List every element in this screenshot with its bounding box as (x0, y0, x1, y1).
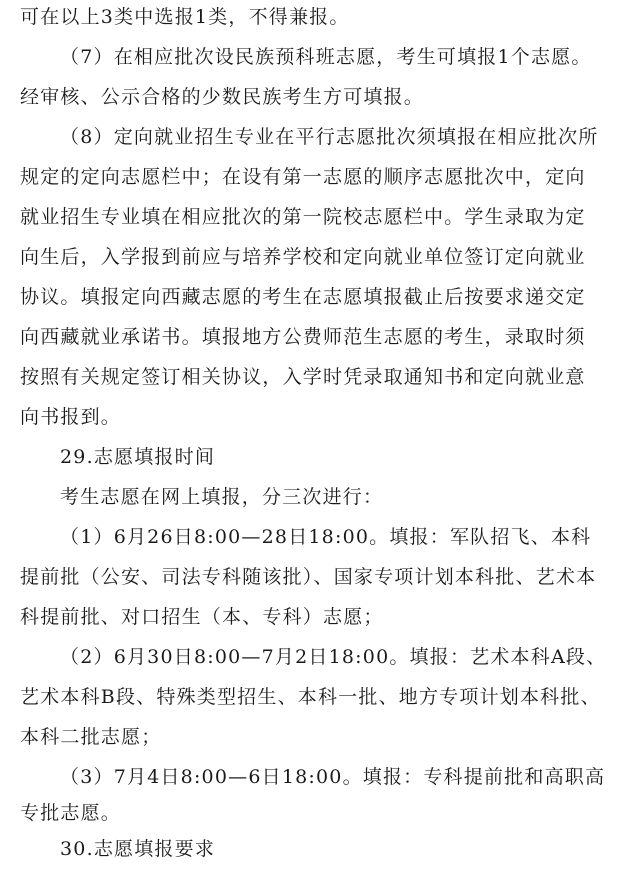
text-line: （1）6月26日8:00—28日18:00。填报：军队招飞、本科 (60, 526, 592, 548)
text-line: 科提前批、对口招生（本、专科）志愿； (20, 606, 384, 628)
section-heading: 29.志愿填报时间 (60, 446, 216, 468)
text-line: （2）6月30日8:00—7月2日18:00。填报：艺术本科A段、 (60, 646, 607, 668)
text-line: 向生后，入学报到前应与培养学校和定向就业单位签订定向就业 (20, 246, 586, 268)
text-line: 考生志愿在网上填报，分三次进行： (60, 486, 384, 508)
text-line: 本科二批志愿； (20, 726, 162, 748)
text-line: 经审核、公示合格的少数民族考生方可填报。 (20, 86, 425, 108)
text-line: 规定的定向志愿栏中；在设有第一志愿的顺序志愿批次中，定向 (20, 166, 586, 188)
text-line: 提前批（公安、司法专科随该批）、国家专项计划本科批、艺术本 (20, 566, 597, 588)
text-line: 艺术本科B段、特殊类型招生、本科一批、地方专项计划本科批、 (20, 686, 601, 708)
text-line: 协议。填报定向西藏志愿的考生在志愿填报截止后按要求递交定 (20, 286, 586, 308)
text-line: 按照有关规定签订相关协议，入学时凭录取通知书和定向就业意 (20, 366, 586, 388)
text-line: 向西藏就业承诺书。填报地方公费师范生志愿的考生，录取时须 (20, 326, 586, 348)
text-line: （3）7月4日8:00—6日18:00。填报：专科提前批和高职高 (60, 766, 606, 788)
text-line: 可在以上3类中选报1类，不得兼报。 (20, 6, 350, 28)
text-line: （7）在相应批次设民族预科班志愿，考生可填报1个志愿。 (60, 46, 592, 68)
text-line: 专批志愿。 (20, 802, 122, 824)
text-line: 就业招生专业填在相应批次的第一院校志愿栏中。学生录取为定 (20, 206, 586, 228)
section-heading: 30.志愿填报要求 (60, 838, 216, 860)
text-line: （8）定向就业招生专业在平行志愿批次须填报在相应批次所 (60, 126, 599, 148)
text-line: 向书报到。 (20, 406, 122, 428)
